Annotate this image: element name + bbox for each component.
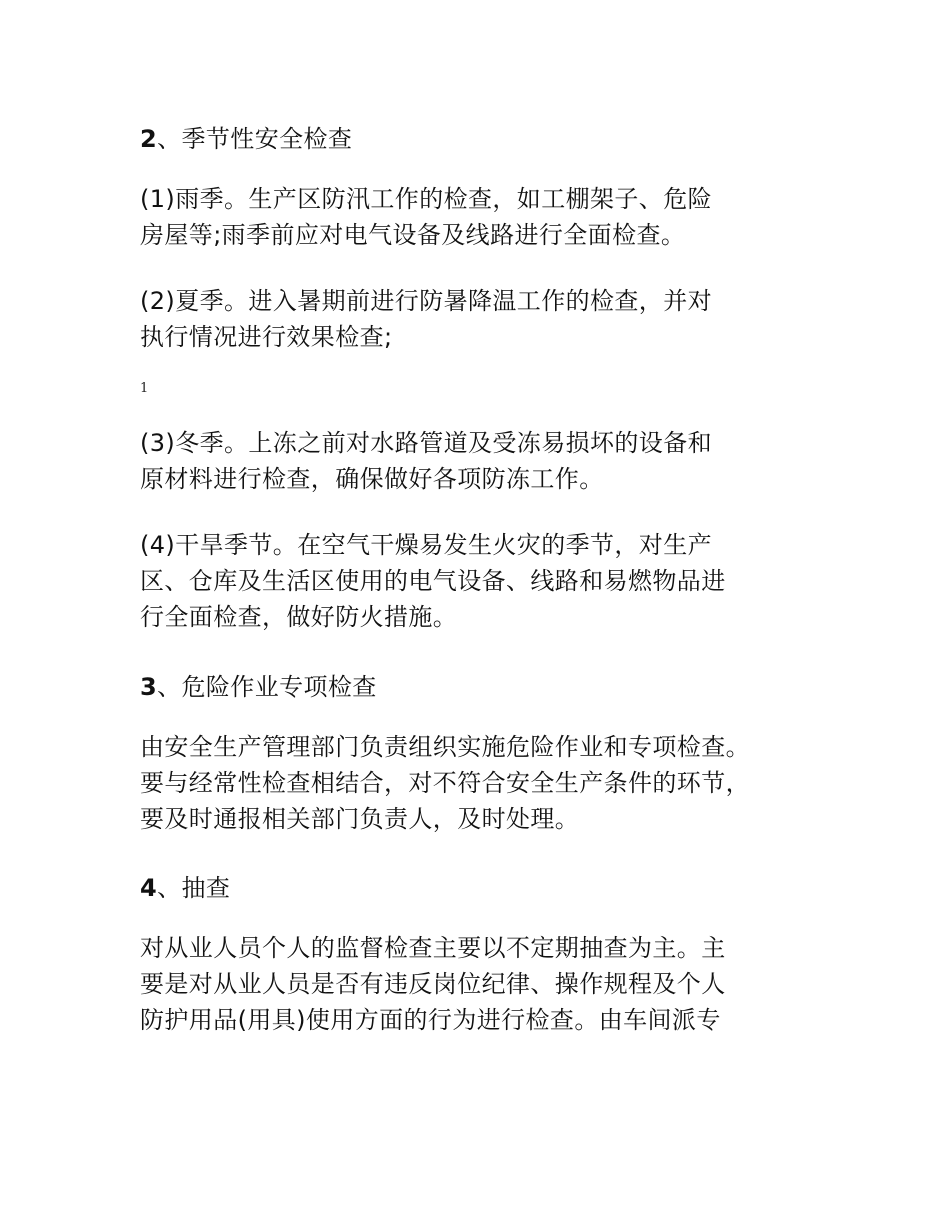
section-number: 2 bbox=[140, 125, 158, 153]
section-title: 、危险作业专项检查 bbox=[157, 673, 377, 701]
paragraph-winter bbox=[140, 425, 840, 497]
section-number: 3 bbox=[140, 673, 158, 701]
text-line: (2)夏季。进入暑期前进行防暑降温工作的检查，并对 bbox=[140, 287, 712, 315]
text-line: 防护用品(用具)使用方面的行为进行检查。由车间派专 bbox=[140, 1006, 721, 1034]
text-line: 对从业人员个人的监督检查主要以不定期抽查为主。主 bbox=[140, 934, 726, 962]
paragraph-dry-season bbox=[140, 527, 840, 635]
text-line: 原材料进行检查，确保做好各项防冻工作。 bbox=[140, 465, 604, 493]
text-line: 要与经常性检查相结合，对不符合安全生产条件的环节， bbox=[140, 769, 750, 797]
text-line: (4)干旱季节。在空气干燥易发生火灾的季节，对生产 bbox=[140, 531, 712, 559]
text-line: 要及时通报相关部门负责人，及时处理。 bbox=[140, 805, 580, 833]
page-number: 1 bbox=[140, 381, 149, 396]
paragraph-hazardous-work bbox=[140, 729, 840, 837]
text-line: 房屋等;雨季前应对电气设备及线路进行全面检查。 bbox=[140, 221, 686, 249]
section-title: 、抽查 bbox=[157, 874, 231, 902]
text-line: 由安全生产管理部门负责组织实施危险作业和专项检查。 bbox=[140, 733, 750, 761]
text-line: (1)雨季。生产区防汛工作的检查，如工棚架子、危险 bbox=[140, 185, 712, 213]
section-number: 4 bbox=[140, 874, 158, 902]
section-heading-2 bbox=[140, 121, 840, 157]
section-heading-4 bbox=[140, 870, 840, 906]
text-line: (3)冬季。上冻之前对水路管道及受冻易损坏的设备和 bbox=[140, 429, 712, 457]
text-line: 行全面检查，做好防火措施。 bbox=[140, 603, 458, 631]
paragraph-rainy-season bbox=[140, 181, 840, 253]
text-line: 执行情况进行效果检查; bbox=[140, 323, 393, 351]
paragraph-summer bbox=[140, 283, 840, 355]
paragraph-spot-check bbox=[140, 930, 840, 1038]
section-title: 、季节性安全检查 bbox=[157, 125, 353, 153]
section-heading-3 bbox=[140, 669, 840, 705]
text-line: 区、仓库及生活区使用的电气设备、线路和易燃物品进 bbox=[140, 567, 726, 595]
text-line: 要是对从业人员是否有违反岗位纪律、操作规程及个人 bbox=[140, 970, 726, 998]
